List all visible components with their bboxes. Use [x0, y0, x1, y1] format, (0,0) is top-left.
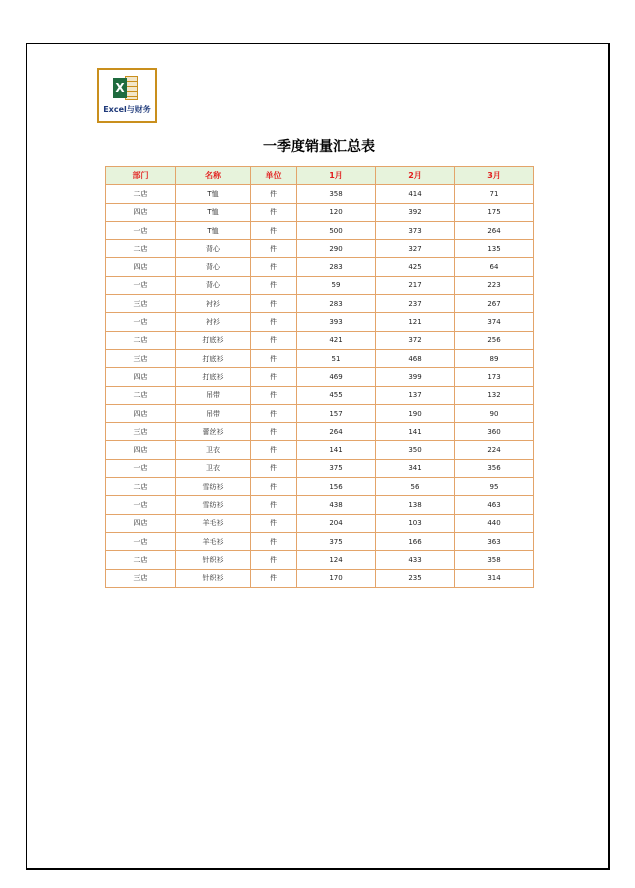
cell-mar[interactable]: 173: [455, 368, 534, 386]
cell-department[interactable]: 一店: [106, 496, 176, 514]
cell-name[interactable]: 打底衫: [176, 349, 251, 367]
cell-mar[interactable]: 71: [455, 185, 534, 203]
cell-name[interactable]: 针织衫: [176, 569, 251, 587]
cell-name[interactable]: T恤: [176, 221, 251, 239]
table-row: [106, 185, 534, 203]
cell-jan[interactable]: 120: [297, 203, 376, 221]
cell-mar[interactable]: 314: [455, 569, 534, 587]
cell-department[interactable]: 四店: [106, 203, 176, 221]
table-row: [106, 459, 534, 477]
cell-mar[interactable]: 267: [455, 295, 534, 313]
cell-name[interactable]: 蕾丝衫: [176, 423, 251, 441]
excel-finance-logo: [97, 68, 157, 123]
cell-jan[interactable]: 170: [297, 569, 376, 587]
cell-department[interactable]: 四店: [106, 514, 176, 532]
cell-unit[interactable]: 件: [251, 185, 297, 203]
cell-mar[interactable]: 135: [455, 240, 534, 258]
table-row: [106, 349, 534, 367]
table-row: [106, 258, 534, 276]
cell-unit[interactable]: 件: [251, 349, 297, 367]
table-row: [106, 313, 534, 331]
cell-unit[interactable]: 件: [251, 404, 297, 422]
cell-department[interactable]: 一店: [106, 313, 176, 331]
table-row: [106, 240, 534, 258]
logo-text: Excel与财务: [103, 105, 151, 114]
table-row: [106, 368, 534, 386]
cell-department[interactable]: 二店: [106, 331, 176, 349]
cell-unit[interactable]: 件: [251, 203, 297, 221]
cell-unit[interactable]: 件: [251, 331, 297, 349]
cell-unit[interactable]: 件: [251, 258, 297, 276]
table-row: [106, 203, 534, 221]
cell-unit[interactable]: 件: [251, 386, 297, 404]
cell-feb[interactable]: 190: [376, 404, 455, 422]
cell-unit[interactable]: 件: [251, 221, 297, 239]
table-title: 一季度销量汇总表: [263, 139, 375, 155]
cell-feb[interactable]: 372: [376, 331, 455, 349]
cell-jan[interactable]: 290: [297, 240, 376, 258]
cell-feb[interactable]: 103: [376, 514, 455, 532]
cell-feb[interactable]: 373: [376, 221, 455, 239]
cell-jan[interactable]: 438: [297, 496, 376, 514]
cell-mar[interactable]: 440: [455, 514, 534, 532]
cell-unit[interactable]: 件: [251, 423, 297, 441]
cell-feb[interactable]: 237: [376, 295, 455, 313]
cell-unit[interactable]: 件: [251, 569, 297, 587]
cell-unit[interactable]: 件: [251, 276, 297, 294]
cell-name[interactable]: 打底衫: [176, 331, 251, 349]
header-feb: 2月: [376, 167, 455, 185]
cell-mar[interactable]: 356: [455, 459, 534, 477]
page-sheet: [26, 43, 610, 870]
cell-feb[interactable]: 235: [376, 569, 455, 587]
cell-department[interactable]: 二店: [106, 240, 176, 258]
cell-feb[interactable]: 468: [376, 349, 455, 367]
cell-department[interactable]: 二店: [106, 185, 176, 203]
cell-jan[interactable]: 156: [297, 478, 376, 496]
cell-mar[interactable]: 223: [455, 276, 534, 294]
header-unit: 单位: [251, 167, 297, 185]
cell-department[interactable]: 三店: [106, 349, 176, 367]
cell-name[interactable]: 背心: [176, 240, 251, 258]
cell-unit[interactable]: 件: [251, 368, 297, 386]
cell-mar[interactable]: 360: [455, 423, 534, 441]
cell-department[interactable]: 二店: [106, 551, 176, 569]
cell-department[interactable]: 四店: [106, 258, 176, 276]
table-body: [106, 185, 534, 588]
cell-jan[interactable]: 455: [297, 386, 376, 404]
cell-feb[interactable]: 141: [376, 423, 455, 441]
cell-mar[interactable]: 132: [455, 386, 534, 404]
cell-jan[interactable]: 500: [297, 221, 376, 239]
cell-mar[interactable]: 363: [455, 532, 534, 550]
cell-name[interactable]: 雪纺衫: [176, 496, 251, 514]
cell-feb[interactable]: 433: [376, 551, 455, 569]
table-row: [106, 386, 534, 404]
cell-jan[interactable]: 59: [297, 276, 376, 294]
cell-jan[interactable]: 469: [297, 368, 376, 386]
cell-name[interactable]: 背心: [176, 276, 251, 294]
cell-mar[interactable]: 224: [455, 441, 534, 459]
cell-mar[interactable]: 374: [455, 313, 534, 331]
header-row: [106, 167, 534, 185]
cell-mar[interactable]: 89: [455, 349, 534, 367]
cell-mar[interactable]: 95: [455, 478, 534, 496]
cell-mar[interactable]: 256: [455, 331, 534, 349]
table-row: [106, 496, 534, 514]
cell-name[interactable]: T恤: [176, 185, 251, 203]
sales-summary-table: [105, 166, 534, 588]
cell-department[interactable]: 四店: [106, 441, 176, 459]
cell-department[interactable]: 一店: [106, 459, 176, 477]
cell-mar[interactable]: 64: [455, 258, 534, 276]
cell-name[interactable]: 衬衫: [176, 313, 251, 331]
cell-jan[interactable]: 51: [297, 349, 376, 367]
table-row: [106, 404, 534, 422]
header-name: 名称: [176, 167, 251, 185]
cell-unit[interactable]: 件: [251, 240, 297, 258]
cell-name[interactable]: 卫衣: [176, 441, 251, 459]
cell-jan[interactable]: 393: [297, 313, 376, 331]
table-row: [106, 532, 534, 550]
header-mar: 3月: [455, 167, 534, 185]
cell-name[interactable]: 背心: [176, 258, 251, 276]
cell-department[interactable]: 四店: [106, 368, 176, 386]
cell-unit[interactable]: 件: [251, 295, 297, 313]
cell-department[interactable]: 二店: [106, 478, 176, 496]
cell-jan[interactable]: 283: [297, 295, 376, 313]
cell-department[interactable]: 一店: [106, 532, 176, 550]
cell-unit[interactable]: 件: [251, 441, 297, 459]
cell-feb[interactable]: 327: [376, 240, 455, 258]
cell-feb[interactable]: 217: [376, 276, 455, 294]
table-row: [106, 551, 534, 569]
cell-feb[interactable]: 341: [376, 459, 455, 477]
cell-department[interactable]: 二店: [106, 386, 176, 404]
cell-feb[interactable]: 121: [376, 313, 455, 331]
cell-jan[interactable]: 204: [297, 514, 376, 532]
table-row: [106, 478, 534, 496]
header-department: 部门: [106, 167, 176, 185]
cell-name[interactable]: 吊带: [176, 404, 251, 422]
cell-feb[interactable]: 425: [376, 258, 455, 276]
cell-mar[interactable]: 90: [455, 404, 534, 422]
cell-department[interactable]: 一店: [106, 276, 176, 294]
cell-department[interactable]: 三店: [106, 569, 176, 587]
cell-name[interactable]: 雪纺衫: [176, 478, 251, 496]
cell-name[interactable]: 卫衣: [176, 459, 251, 477]
cell-jan[interactable]: 375: [297, 459, 376, 477]
table-row: [106, 295, 534, 313]
table-row: [106, 423, 534, 441]
cell-name[interactable]: 针织衫: [176, 551, 251, 569]
cell-unit[interactable]: 件: [251, 478, 297, 496]
cell-feb[interactable]: 399: [376, 368, 455, 386]
cell-unit[interactable]: 件: [251, 459, 297, 477]
table-row: [106, 221, 534, 239]
cell-name[interactable]: 羊毛衫: [176, 532, 251, 550]
cell-name[interactable]: T恤: [176, 203, 251, 221]
header-jan: 1月: [297, 167, 376, 185]
table-row: [106, 331, 534, 349]
cell-jan[interactable]: 264: [297, 423, 376, 441]
cell-unit[interactable]: 件: [251, 313, 297, 331]
cell-name[interactable]: 吊带: [176, 386, 251, 404]
cell-name[interactable]: 打底衫: [176, 368, 251, 386]
excel-x-icon: X: [113, 76, 139, 100]
cell-feb[interactable]: 414: [376, 185, 455, 203]
table-row: [106, 569, 534, 587]
cell-feb[interactable]: 138: [376, 496, 455, 514]
cell-department[interactable]: 三店: [106, 423, 176, 441]
cell-feb[interactable]: 350: [376, 441, 455, 459]
cell-jan[interactable]: 375: [297, 532, 376, 550]
cell-feb[interactable]: 392: [376, 203, 455, 221]
cell-unit[interactable]: 件: [251, 496, 297, 514]
cell-jan[interactable]: 124: [297, 551, 376, 569]
cell-jan[interactable]: 283: [297, 258, 376, 276]
cell-department[interactable]: 四店: [106, 404, 176, 422]
cell-feb[interactable]: 137: [376, 386, 455, 404]
cell-mar[interactable]: 358: [455, 551, 534, 569]
table-row: [106, 514, 534, 532]
cell-department[interactable]: 三店: [106, 295, 176, 313]
cell-mar[interactable]: 175: [455, 203, 534, 221]
cell-department[interactable]: 一店: [106, 221, 176, 239]
cell-jan[interactable]: 421: [297, 331, 376, 349]
cell-unit[interactable]: 件: [251, 551, 297, 569]
cell-feb[interactable]: 166: [376, 532, 455, 550]
cell-mar[interactable]: 264: [455, 221, 534, 239]
cell-feb[interactable]: 56: [376, 478, 455, 496]
cell-unit[interactable]: 件: [251, 514, 297, 532]
cell-mar[interactable]: 463: [455, 496, 534, 514]
cell-jan[interactable]: 141: [297, 441, 376, 459]
cell-jan[interactable]: 358: [297, 185, 376, 203]
cell-jan[interactable]: 157: [297, 404, 376, 422]
table-row: [106, 276, 534, 294]
cell-unit[interactable]: 件: [251, 532, 297, 550]
table-row: [106, 441, 534, 459]
cell-name[interactable]: 羊毛衫: [176, 514, 251, 532]
cell-name[interactable]: 衬衫: [176, 295, 251, 313]
